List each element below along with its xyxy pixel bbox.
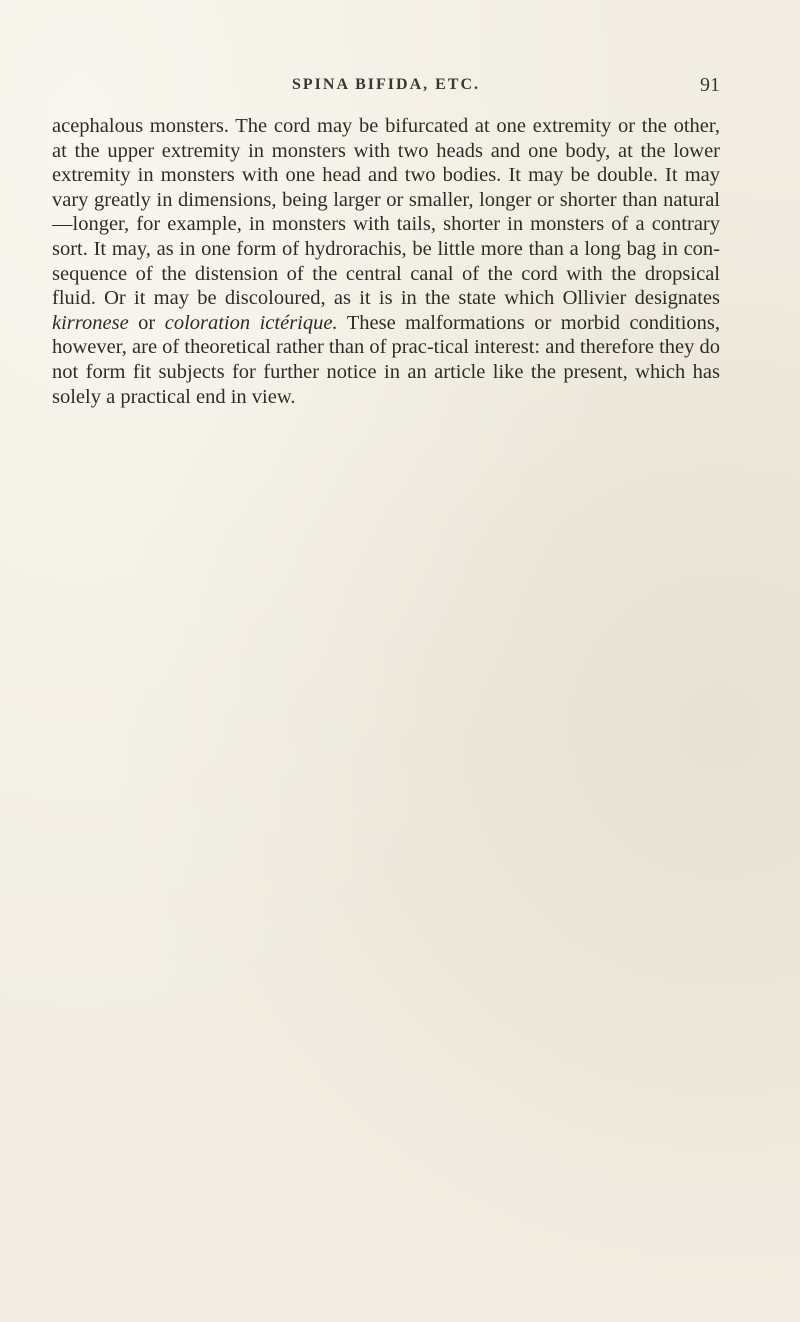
body-text [52,114,720,409]
paragraph [52,114,720,409]
italic-term-kirronese: kirronese [52,311,129,334]
paragraph-text-start: acephalous monsters. The cord may be bifurcated at one extremity or the other, at the upper extremity in monsters with two heads and one body, at the lower extremity in monsters with one head and two bodies. It may be double. It may vary greatly in dimensions, being larger or smaller, longer or shorter than natural—longer, for example, in monsters with tails, shorter in monsters of a contrary sort. It may, as in one form of hydrorachis, be little more than a long bag in con-sequence of the distension of the central canal of the cord with the dropsical fluid. Or it may be discoloured, as it is in the state which Ollivier designates [52,115,720,310]
running-title: SPINA BIFIDA, ETC. [291,76,481,93]
paragraph-text-end: These malformations or morbid conditions, however, are of theoretical rather than of prac-tical interest: and therefore they do not form fit subjects for further notice in an article like the present, which has solely a practical end in view. [52,311,720,408]
page-number: 91 [700,74,720,96]
running-head [52,76,720,102]
paragraph-connector: or [128,311,165,334]
italic-term-coloration: coloration ictérique. [164,311,338,334]
